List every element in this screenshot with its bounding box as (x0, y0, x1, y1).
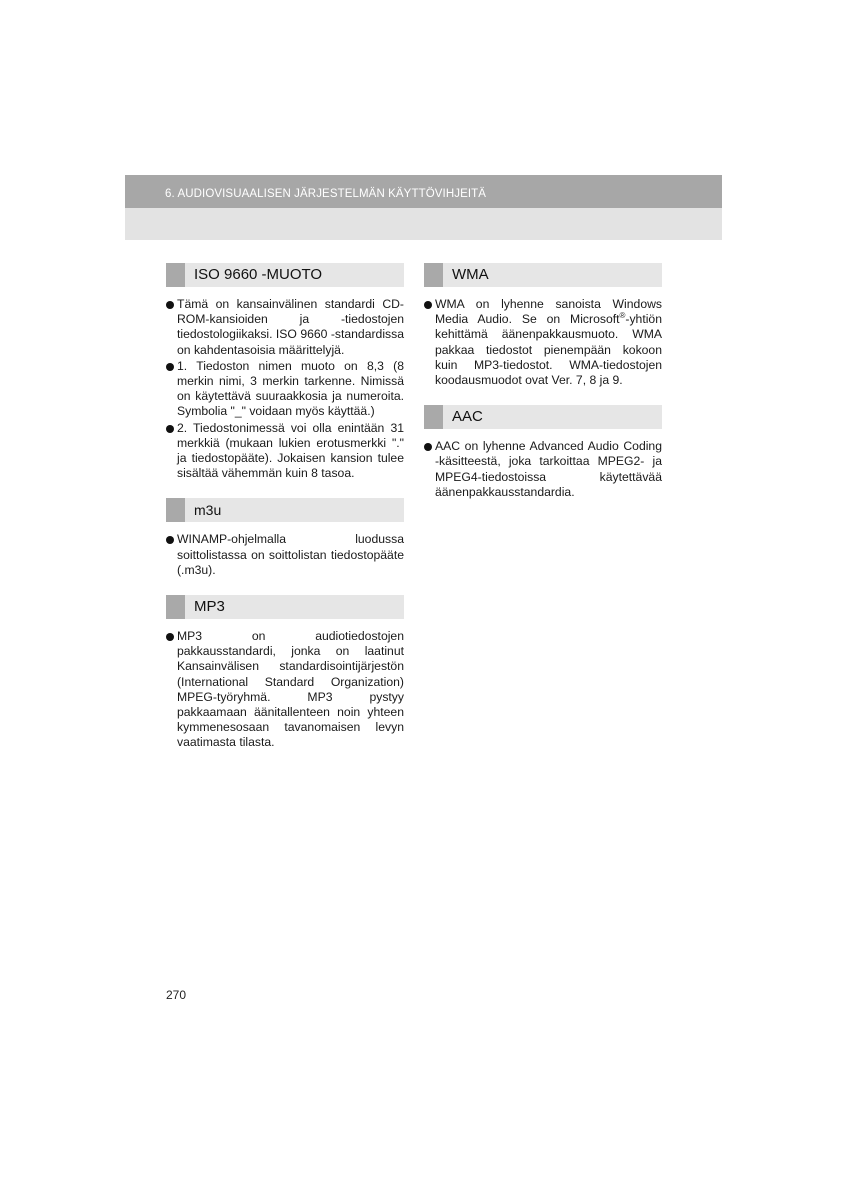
bullet-item: Tämä on kansainvälinen standardi CD-ROM-kansioiden ja -tiedostojen tiedostologiikaksi. ISO 9660 -standardissa on kahdentasoisia määrittelyjä. (166, 297, 404, 358)
bullet-item: WINAMP-ohjelmalla luodussa soittolistassa on soittolistan tiedostopääte (.m3u). (166, 532, 404, 578)
section-title: WMA (452, 266, 489, 283)
bullet-text: -yhtiön kehittämä äänenpakkausmuoto. WMA pakkaa tiedostot pienempään kokoon kuin MP3-tiedostot. WMA-tiedostojen koodausmuodot ovat Ver. 7, 8 ja 9. (435, 312, 662, 388)
section-heading-iso9660 (166, 263, 404, 287)
left-column (166, 263, 404, 752)
section-tab-marker (166, 595, 185, 619)
registered-mark: ® (619, 311, 626, 321)
section-heading-mp3 (166, 595, 404, 619)
bullet-item: 1. Tiedoston nimen muoto on 8,3 (8 merkin nimi, 3 merkin tarkenne. Nimissä on käytettävä suuraakkosia ja numeroita. Symbolia "_" voidaan myös käyttää.) (166, 359, 404, 420)
section-tab-marker (424, 405, 443, 429)
bullet-item: AAC on lyhenne Advanced Audio Coding -käsitteestä, joka tarkoittaa MPEG2- ja MPEG4-tiedostoissa käytettävää äänenpakkausstandardia. (424, 439, 662, 500)
bullet-text: WMA on lyhenne sanoista Windows Media Audio. Se on Microsoft (435, 297, 662, 327)
section-title: MP3 (194, 598, 225, 616)
right-column (424, 263, 662, 501)
chapter-header-subband (125, 208, 722, 240)
page-number: 270 (166, 988, 187, 1002)
section-heading-m3u (166, 498, 404, 522)
section-heading-aac (424, 405, 662, 429)
section-heading-wma (424, 263, 662, 287)
bullet-item: MP3 on audiotiedostojen pakkausstandardi, jonka on laatinut Kansainvälisen standardisointijärjestön (International Standard Organization) MPEG-työryhmä. MP3 pystyy pakkaamaan äänitallenteen noin yhteen kymmenesosaan tavanomaisen levyn vaatimasta tilasta. (166, 629, 404, 751)
section-title: ISO 9660 -MUOTO (194, 266, 323, 283)
bullet-item (424, 297, 662, 388)
chapter-title: 6. AUDIOVISUAALISEN JÄRJESTELMÄN KÄYTTÖVIHJEITÄ (165, 188, 487, 200)
section-tab-marker (166, 498, 185, 522)
section-tab-marker (424, 263, 443, 287)
section-title: AAC (452, 408, 483, 426)
bullet-item: 2. Tiedostonimessä voi olla enintään 31 merkkiä (mukaan lukien erotusmerkki "." ja tiedostopääte). Jokaisen kansion tulee sisältää vähemmän kuin 8 tasoa. (166, 421, 404, 482)
section-tab-marker (166, 263, 185, 287)
section-title: m3u (194, 502, 222, 519)
